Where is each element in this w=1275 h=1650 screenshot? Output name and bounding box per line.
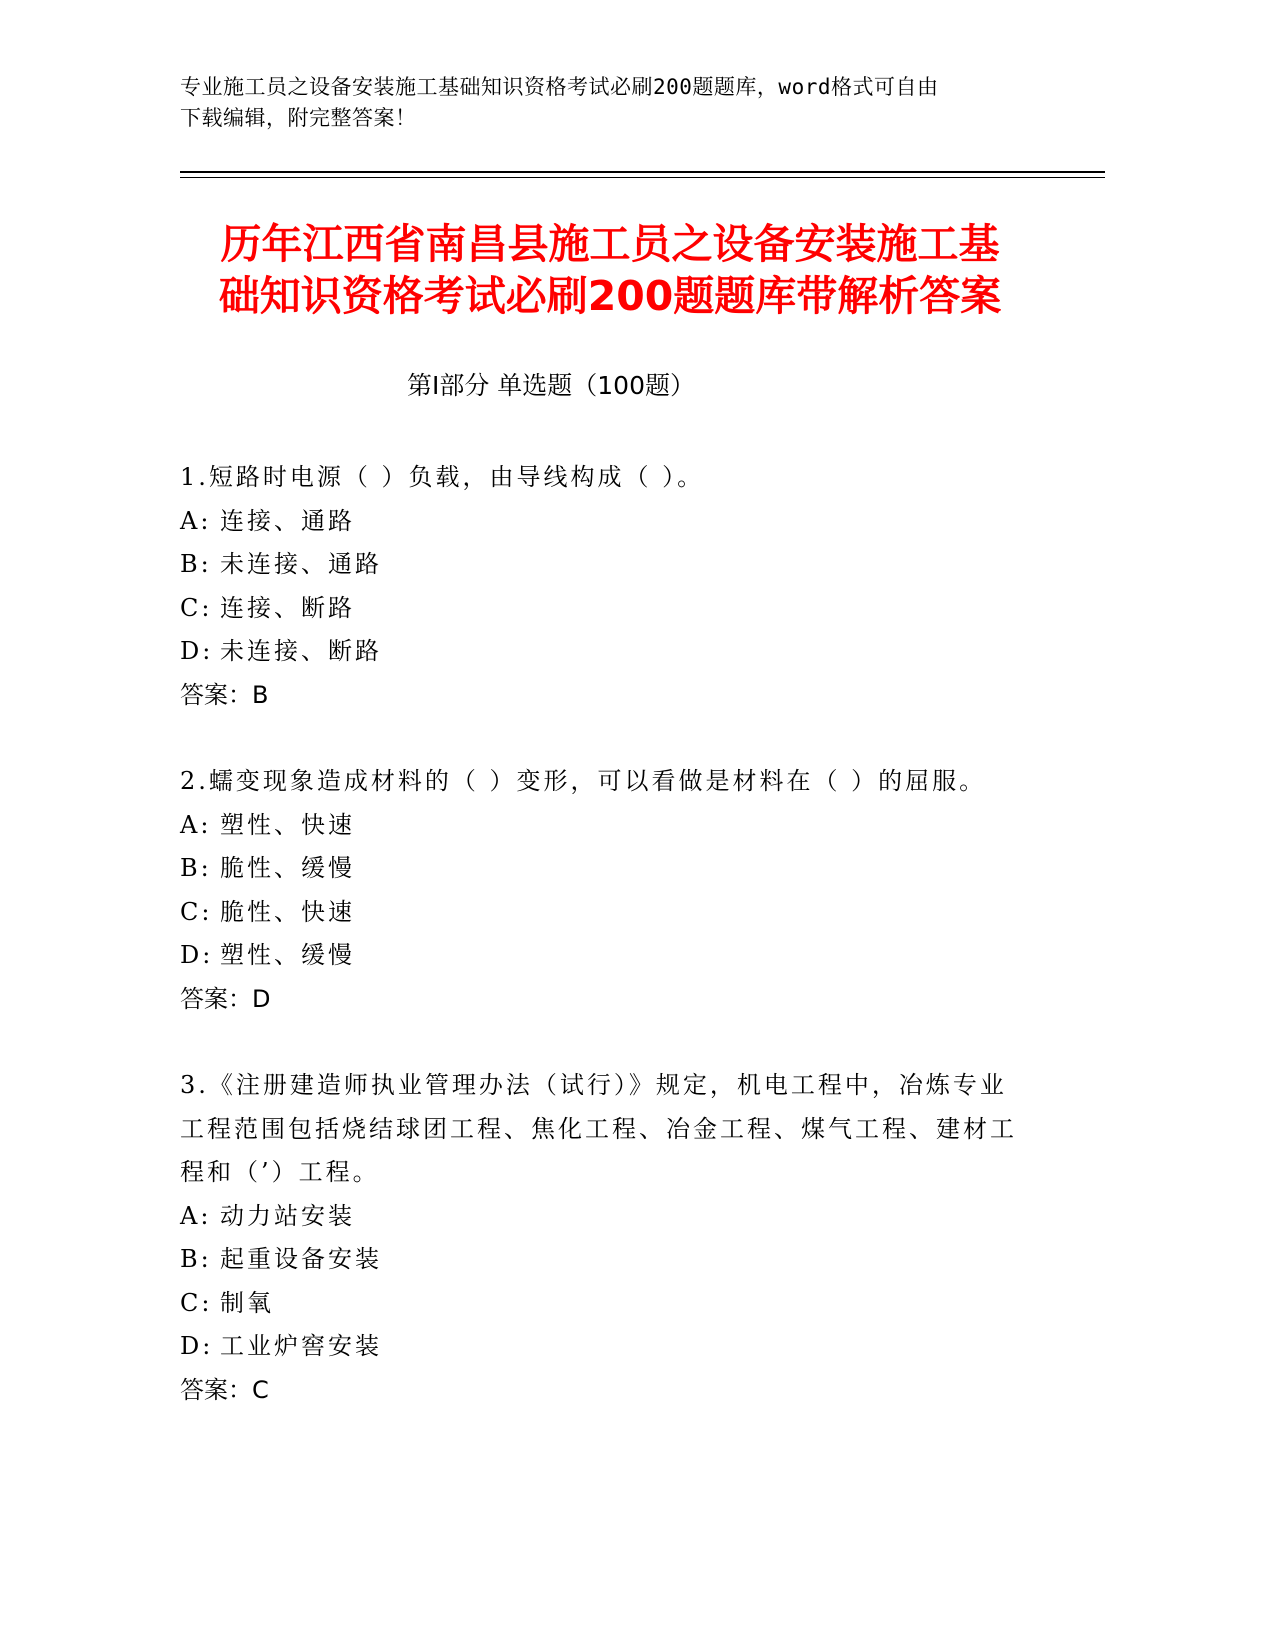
option-d <box>180 934 1030 978</box>
option-text: 制氧 <box>220 1288 274 1317</box>
question-stem: 2.蠕变现象造成材料的（ ）变形，可以看做是材料在（ ）的屈服。 <box>180 767 987 795</box>
option-text: 未连接、通路 <box>220 550 382 578</box>
option-c <box>180 891 1030 935</box>
question-item <box>180 1064 1030 1412</box>
option-text: 连接、通路 <box>220 506 355 535</box>
option-text: 动力站安装 <box>220 1201 355 1230</box>
header-note-line-2: 下载编辑，附完整答案！ <box>180 106 417 130</box>
option-key: A: <box>180 810 212 839</box>
document-title-line-2: 础知识资格考试必刷200题题库带解析答案 <box>218 272 1002 320</box>
question-item <box>180 456 1030 717</box>
option-key: A: <box>180 1201 212 1230</box>
header-note <box>180 72 1030 134</box>
option-a <box>180 804 1030 848</box>
document-title <box>180 218 1040 322</box>
header-note-line-1: 专业施工员之设备安装施工基础知识资格考试必刷200题题库，word格式可自由 <box>180 75 939 99</box>
option-a <box>180 1195 1030 1239</box>
option-d <box>180 630 1030 674</box>
option-key: B: <box>180 854 212 882</box>
option-text: 脆性、缓慢 <box>220 854 355 882</box>
option-text: 未连接、断路 <box>220 637 382 665</box>
header-divider-thick <box>180 171 1105 173</box>
option-c <box>180 1282 1030 1326</box>
question-list <box>180 456 1030 1455</box>
header-divider-thin <box>180 177 1105 178</box>
answer-line: 答案：B <box>180 680 269 709</box>
question-stem: 1.短路时电源（ ）负载，由导线构成（ ）。 <box>180 463 705 491</box>
option-text: 塑性、快速 <box>220 810 355 839</box>
option-b <box>180 543 1030 587</box>
answer-line: 答案：C <box>180 1375 269 1404</box>
option-b <box>180 1238 1030 1282</box>
option-text: 工业炉窖安装 <box>220 1332 382 1360</box>
option-key: D: <box>180 941 214 969</box>
option-d <box>180 1325 1030 1369</box>
answer-line: 答案：D <box>180 984 271 1013</box>
option-c <box>180 587 1030 631</box>
option-b <box>180 847 1030 891</box>
option-text: 脆性、快速 <box>220 897 355 926</box>
section-title: 第Ⅰ部分 单选题（100题） <box>406 371 695 400</box>
question-item <box>180 760 1030 1021</box>
option-key: B: <box>180 1245 212 1273</box>
option-text: 起重设备安装 <box>220 1245 382 1273</box>
option-key: B: <box>180 550 212 578</box>
option-key: C: <box>180 593 213 622</box>
option-key: A: <box>180 506 212 535</box>
option-key: D: <box>180 637 214 665</box>
option-key: D: <box>180 1332 214 1360</box>
option-key: C: <box>180 1288 213 1317</box>
option-text: 连接、断路 <box>220 593 355 622</box>
document-title-line-1: 历年江西省南昌县施工员之设备安装施工基 <box>220 220 1000 268</box>
option-a <box>180 500 1030 544</box>
question-stem: 3.《注册建造师执业管理办法（试行）》规定，机电工程中，冶炼专业工程范围包括烧结球团工程、焦化工程、冶金工程、煤气工程、建材工程和（’）工程。 <box>180 1071 1017 1186</box>
option-key: C: <box>180 897 213 926</box>
option-text: 塑性、缓慢 <box>220 941 355 969</box>
